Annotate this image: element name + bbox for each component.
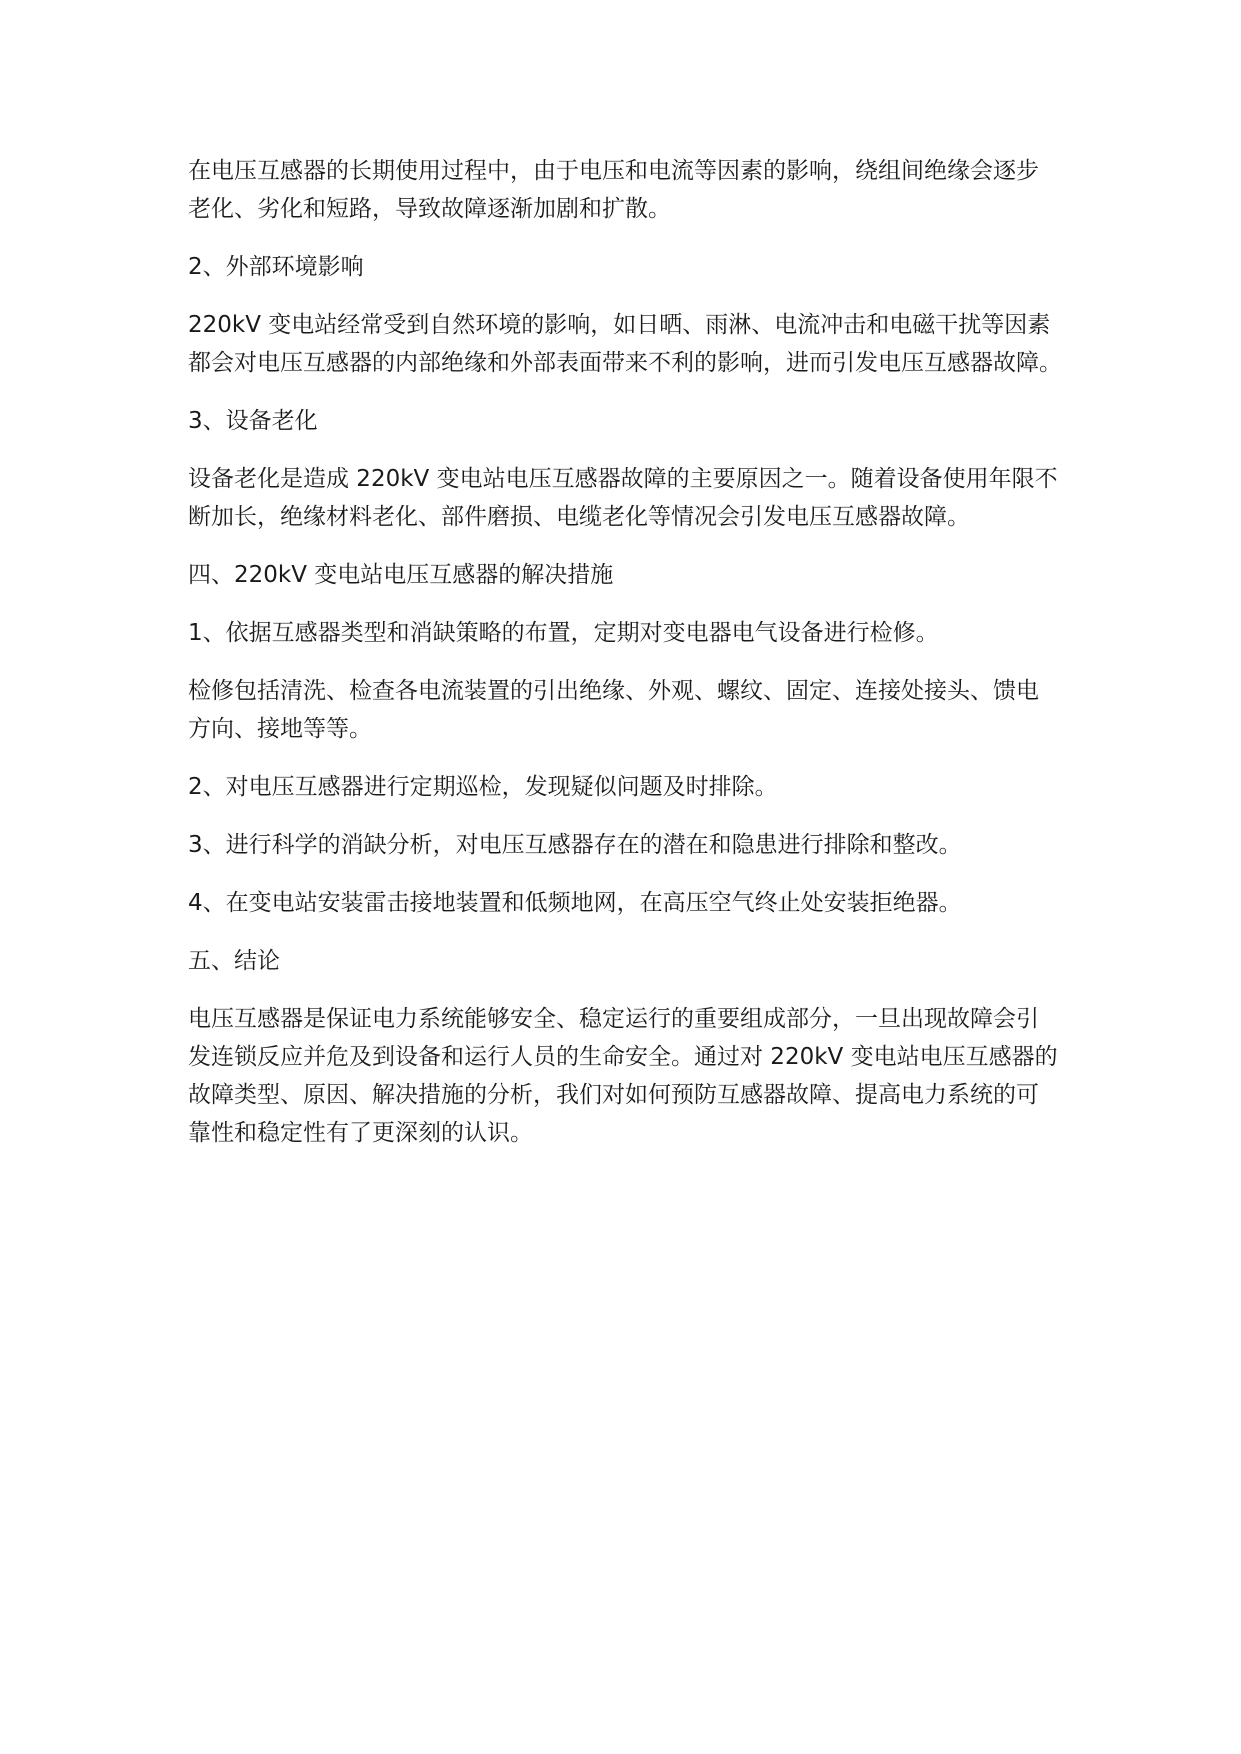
paragraph-equipment-aging [188,460,1088,536]
heading-equipment-aging: 3、设备老化 [188,408,318,434]
text-line: 设备老化是造成 220kV 变电站电压互感器故障的主要原因之一。随着设备使用年限不 [188,466,1058,492]
heading-external-environment: 2、外部环境影响 [188,254,364,280]
paragraph-solution-1 [188,614,1088,652]
text-line: 1、依据互感器类型和消缺策略的布置，定期对变电器电气设备进行检修。 [188,620,939,646]
text-line: 4、在变电站安装雷击接地装置和低频地网，在高压空气终止处安装拒绝器。 [188,890,962,916]
paragraph-solution-3 [188,826,1088,864]
paragraph-solution-2 [188,768,1088,806]
paragraph-external-environment [188,306,1088,382]
heading-solutions: 四、220kV 变电站电压互感器的解决措施 [188,562,614,588]
text-line: 在电压互感器的长期使用过程中，由于电压和电流等因素的影响，绕组间绝缘会逐步 [188,158,1039,184]
text-line: 都会对电压互感器的内部绝缘和外部表面带来不利的影响，进而引发电压互感器故障。 [188,350,1062,376]
text-line: 断加长，绝缘材料老化、部件磨损、电缆老化等情况会引发电压互感器故障。 [188,504,970,530]
paragraph-solution-4 [188,884,1088,922]
document-body [188,152,1088,1172]
text-line: 电压互感器是保证电力系统能够安全、稳定运行的重要组成部分，一旦出现故障会引 [188,1006,1039,1032]
heading-conclusion: 五、结论 [188,948,280,974]
text-line: 220kV 变电站经常受到自然环境的影响，如日晒、雨淋、电流冲击和电磁干扰等因素 [188,312,1051,338]
paragraph-maintenance-details [188,672,1088,748]
text-line: 检修包括清洗、检查各电流装置的引出绝缘、外观、螺纹、固定、连接处接头、馈电 [188,678,1039,704]
text-line: 2、对电压互感器进行定期巡检，发现疑似问题及时排除。 [188,774,778,800]
paragraph-conclusion [188,1000,1088,1152]
text-line: 方向、接地等等。 [188,716,372,742]
text-line: 靠性和稳定性有了更深刻的认识。 [188,1120,533,1146]
text-line: 老化、劣化和短路，导致故障逐渐加剧和扩散。 [188,196,671,222]
text-line: 发连锁反应并危及到设备和运行人员的生命安全。通过对 220kV 变电站电压互感器的 [188,1044,1058,1070]
paragraph-insulation-aging [188,152,1088,228]
text-line: 3、进行科学的消缺分析，对电压互感器存在的潜在和隐患进行排除和整改。 [188,832,962,858]
text-line: 故障类型、原因、解决措施的分析，我们对如何预防互感器故障、提高电力系统的可 [188,1082,1039,1108]
